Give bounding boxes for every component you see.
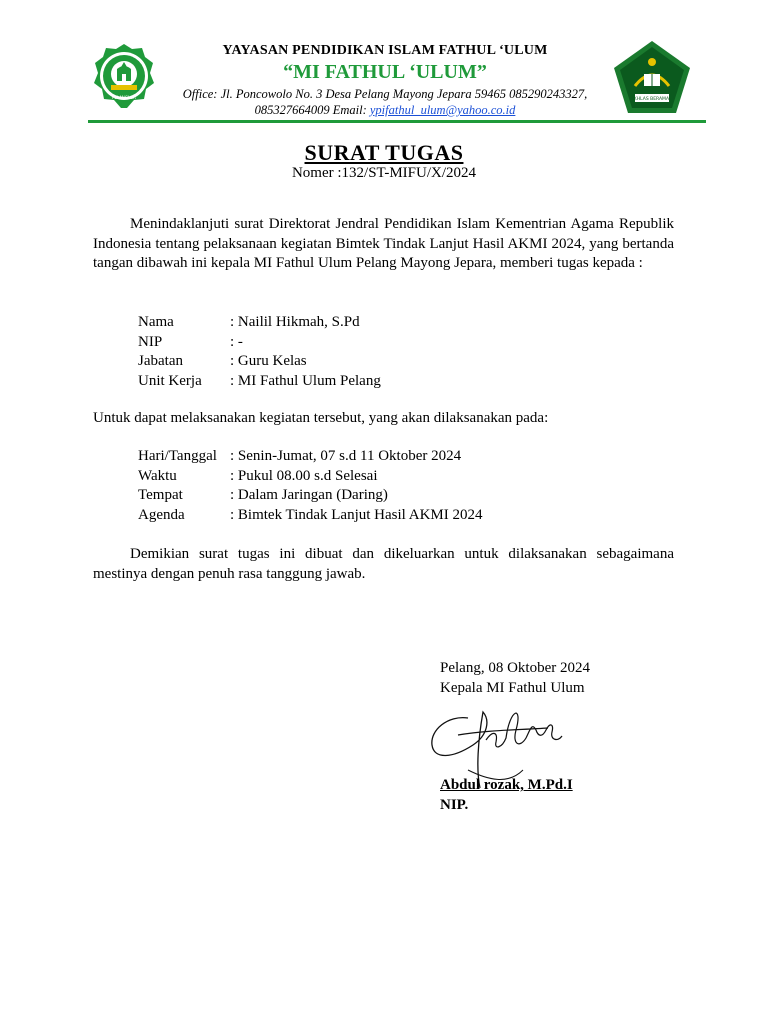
foundation-name: YAYASAN PENDIDIKAN ISLAM FATHUL ‘ULUM xyxy=(222,43,548,58)
office-address xyxy=(160,86,610,118)
field-value: : Pukul 08.00 s.d Selesai xyxy=(230,467,378,484)
field-row xyxy=(138,333,381,353)
field-value: : MI Fathul Ulum Pelang xyxy=(230,372,381,389)
field-row xyxy=(138,447,483,467)
event-intro: Untuk dapat melaksanakan kegiatan tersebut, yang akan dilaksanakan pada: xyxy=(93,410,549,426)
kemenag-logo-icon xyxy=(611,40,693,114)
field-label: Hari/Tanggal xyxy=(138,448,217,464)
opening-paragraph: Menindaklanjuti surat Direktorat Jendral Pendidikan Islam Kementrian Agama Republik Indonesia tentang pelaksanaan kegiatan Bimtek Tindak Lanjut Hasil AKMI 2024, yang bertanda tangan dibawah ini kepala MI Fathul Ulum Pelang Mayong Jepara, memberi tugas kepada : xyxy=(93,216,674,271)
field-label: Agenda xyxy=(138,506,185,523)
field-value: : Guru Kelas xyxy=(230,353,307,369)
letterhead xyxy=(160,42,610,118)
field-value: : Senin-Jumat, 07 s.d 11 Oktober 2024 xyxy=(230,448,462,464)
left-logo-text: PELANGLOR xyxy=(111,95,137,100)
field-row xyxy=(138,467,483,487)
header-divider xyxy=(88,120,706,123)
office-address-text: Office: Jl. Poncowolo No. 3 Desa Pelang Mayong Jepara 59465 xyxy=(182,87,510,101)
phone-numbers: 085290243327, 085327664009 xyxy=(254,87,588,117)
signer-position: Kepala MI Fathul Ulum xyxy=(440,679,585,696)
email-label: Email: xyxy=(332,103,367,117)
school-name: “MI FATHUL ‘ULUM” xyxy=(283,61,487,83)
field-row xyxy=(138,372,381,392)
field-value: : Bimtek Tindak Lanjut Hasil AKMI 2024 xyxy=(230,506,483,523)
field-row xyxy=(138,352,381,372)
signer-block xyxy=(440,776,573,815)
field-row xyxy=(138,486,483,506)
field-value: : Nailil Hikmah, S.Pd xyxy=(230,314,360,330)
field-row xyxy=(138,313,381,333)
school-logo-icon xyxy=(93,43,155,113)
field-row xyxy=(138,506,483,526)
field-label: Waktu xyxy=(138,467,177,484)
assignee-details xyxy=(138,313,381,391)
email-link[interactable]: ypifathul_ulum@yahoo.co.id xyxy=(369,103,516,117)
letter-title: SURAT TUGAS xyxy=(304,140,464,165)
right-logo-text: IKHLAS BERAMAL xyxy=(632,97,672,102)
field-label: Nama xyxy=(138,314,174,330)
signature-block xyxy=(440,659,590,698)
field-value: : Dalam Jaringan (Daring) xyxy=(230,487,388,503)
field-label: Tempat xyxy=(138,487,183,503)
field-label: NIP xyxy=(138,333,163,350)
letter-number: Nomer :132/ST-MIFU/X/2024 xyxy=(291,165,477,181)
signer-nip: NIP. xyxy=(440,796,469,813)
field-label: Unit Kerja xyxy=(138,372,202,389)
event-details xyxy=(138,447,483,525)
field-label: Jabatan xyxy=(138,353,183,369)
closing-paragraph: Demikian surat tugas ini dibuat dan dikeluarkan untuk dilaksanakan sebagaimana mestinya dengan penuh rasa tanggung jawab. xyxy=(93,546,674,582)
place-date: Pelang, 08 Oktober 2024 xyxy=(440,660,590,676)
signer-name: Abdul rozak, M.Pd.I xyxy=(440,777,573,793)
field-value: : - xyxy=(230,333,243,350)
